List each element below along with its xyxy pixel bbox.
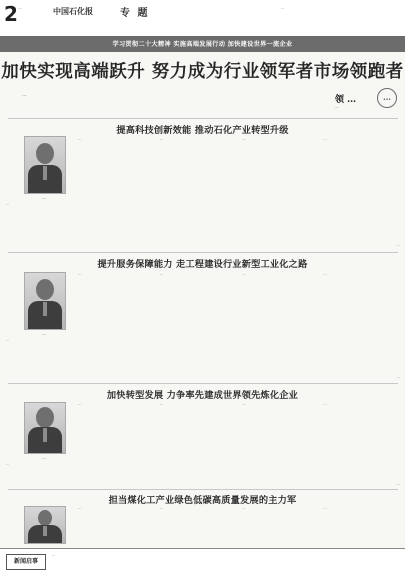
article-column: …: [241, 137, 246, 141]
article-columns: [78, 137, 400, 245]
section-title: 加快转型发展 力争率先建成世界领先炼化企业: [106, 390, 299, 401]
article-column: …: [78, 137, 82, 141]
author-photo: [24, 402, 66, 454]
author-photo: [24, 506, 66, 544]
topic-banner: 学习贯彻二十大精神 实施高端发展行动 加快建设世界一流企业: [0, 38, 405, 52]
article-column: …: [159, 506, 164, 510]
article-columns: [78, 506, 400, 546]
article-column: …: [323, 402, 327, 406]
author-name: …: [42, 195, 46, 200]
section-divider: [8, 118, 398, 119]
section-divider: [8, 252, 398, 253]
article-column: …: [323, 137, 327, 141]
intro-paragraph: …: [22, 92, 27, 97]
masthead: [0, 0, 405, 38]
page-number: 2: [4, 2, 18, 26]
masthead-editor-info: …: [281, 6, 285, 10]
article-columns: [78, 272, 400, 376]
article-column: …: [241, 402, 246, 406]
author-signature: …: [396, 243, 400, 247]
article-column: …: [159, 402, 164, 406]
page-title: 加快实现高端跃升 努力成为行业领军者市场领跑者: [1, 62, 404, 82]
author-bio: …: [6, 462, 10, 466]
author-bio: …: [6, 202, 10, 206]
article-column: …: [78, 272, 82, 276]
author-signature: …: [396, 482, 400, 486]
article-column: …: [241, 506, 246, 510]
page-footer: [0, 548, 405, 575]
footer-notice-label: 新闻启事: [6, 554, 46, 570]
column-logo-subtitle: …: [335, 105, 339, 109]
article-column: …: [78, 402, 82, 406]
author-signature: …: [396, 375, 400, 379]
newspaper-logo: 中国石化报: [53, 6, 93, 16]
article-column: …: [241, 272, 246, 276]
section-divider: [8, 489, 398, 490]
author-photo: [24, 136, 66, 194]
section-title: 提升服务保障能力 走工程建设行业新型工业化之路: [97, 259, 308, 270]
column-logo-title: 领 …: [335, 95, 357, 105]
seal-icon: …: [377, 88, 397, 108]
author-name: …: [42, 455, 46, 460]
footer-notice-text: …: [52, 553, 56, 557]
issue-date: …: [18, 5, 22, 10]
section-label: 专 题: [120, 8, 150, 19]
section-title: 担当煤化工产业绿色低碳高质量发展的主力军: [108, 495, 297, 506]
article-column: …: [323, 506, 327, 510]
author-photo: [24, 272, 66, 330]
section-divider: [8, 383, 398, 384]
author-name: …: [42, 331, 46, 336]
article-column: …: [323, 272, 327, 276]
article-column: …: [159, 272, 164, 276]
section-title: 提高科技创新效能 推动石化产业转型升级: [116, 125, 289, 136]
article-column: …: [78, 506, 82, 510]
article-columns: [78, 402, 400, 482]
article-column: …: [159, 137, 164, 141]
author-bio: …: [6, 338, 10, 342]
